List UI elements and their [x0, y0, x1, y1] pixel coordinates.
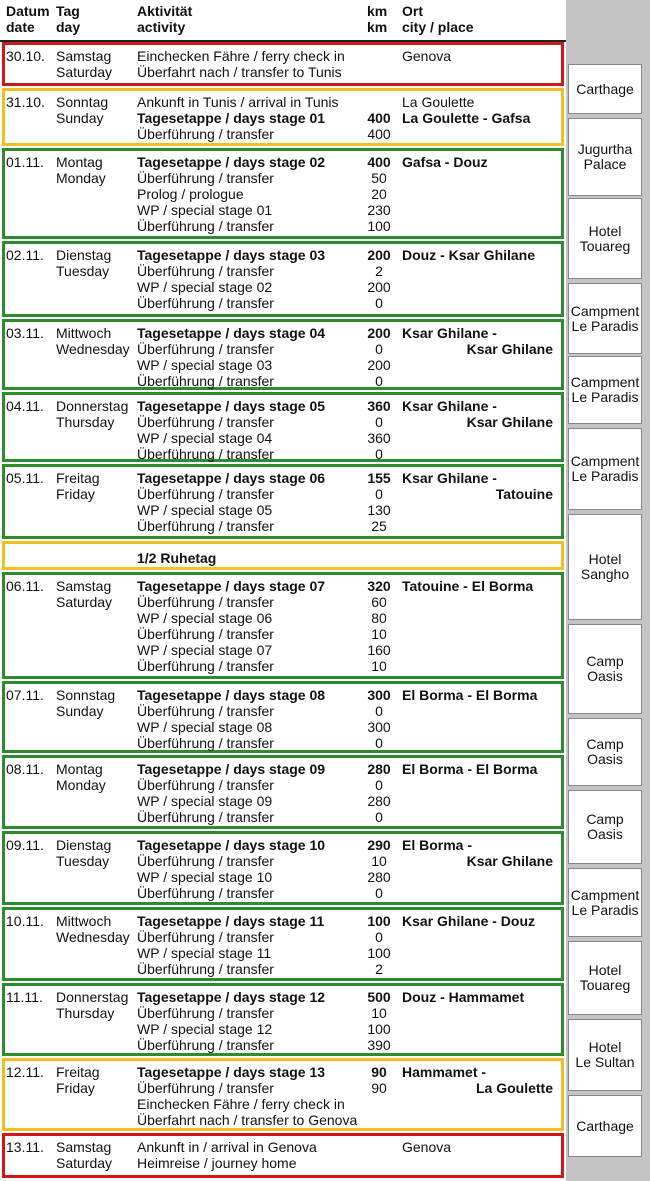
- km-value: 0: [375, 446, 383, 462]
- activity-text: Überführung / transfer: [137, 853, 274, 869]
- activity-text: Tagesetappe / days stage 12: [137, 989, 326, 1005]
- activity-text: Überführung / transfer: [137, 1037, 274, 1053]
- accommodation-name: Campment: [570, 453, 640, 469]
- km-value: 500: [367, 989, 391, 1005]
- activity-text: WP / special stage 10: [137, 869, 273, 885]
- km-value: 2: [375, 263, 383, 279]
- day-date: 11.11.: [6, 989, 43, 1005]
- accommodation-name: Campment: [570, 302, 640, 319]
- activity-text: Überführung / transfer: [137, 703, 274, 719]
- accommodation-cell: [568, 790, 642, 864]
- accommodation-cell: [568, 624, 642, 714]
- day-name-de: Freitag: [56, 1064, 100, 1080]
- activity-text: Überführung / transfer: [137, 341, 274, 357]
- accommodation-name: Touareg: [579, 977, 631, 993]
- place-text: Tatouine: [495, 486, 553, 502]
- day-date: 01.11.: [6, 154, 44, 170]
- place-text: Douz - Hammamet: [402, 989, 525, 1005]
- accommodation-name: Carthage: [576, 80, 634, 97]
- day-date: 09.11.: [6, 837, 44, 853]
- activity-text: Überführung / transfer: [137, 486, 274, 502]
- km-value: 50: [371, 170, 387, 186]
- place-text: Ksar Ghilane -: [402, 325, 497, 341]
- day-name-en: Monday: [56, 170, 106, 186]
- activity-text: Überführung / transfer: [137, 446, 274, 462]
- activity-text: WP / special stage 11: [137, 945, 272, 961]
- day-date: 31.10.: [6, 94, 45, 110]
- day-date: 04.11.: [6, 398, 44, 414]
- place-text: Genova: [402, 48, 452, 64]
- km-value: 20: [371, 186, 387, 202]
- day-name-en: Thursday: [56, 1005, 115, 1021]
- activity-text: Überführung / transfer: [137, 414, 274, 430]
- accommodation-cell: [568, 1019, 642, 1091]
- day-name-de: Dienstag: [56, 837, 112, 853]
- accommodation-name: Sangho: [580, 566, 630, 582]
- activity-text: Tagesetappe / days stage 02: [137, 154, 326, 170]
- day-name-en: Wednesday: [56, 929, 130, 945]
- place-text: Ksar Ghilane: [466, 341, 553, 357]
- activity-text: Tagesetappe / days stage 06: [137, 470, 326, 486]
- km-value: 0: [375, 809, 383, 825]
- activity-text: Überführung / transfer: [137, 1080, 274, 1096]
- place-text: El Borma - El Borma: [402, 761, 538, 777]
- km-value: 0: [375, 295, 383, 311]
- activity-text: Tagesetappe / days stage 04: [137, 325, 326, 341]
- day-name-de: Mittwoch: [56, 325, 112, 341]
- activity-text: Einchecken Fähre / ferry check in: [137, 48, 345, 64]
- km-value: 390: [367, 1037, 391, 1053]
- activity-text: WP / special stage 06: [137, 610, 273, 626]
- day-date: 05.11.: [6, 470, 44, 486]
- km-value: 280: [367, 793, 391, 809]
- day-section: [2, 755, 564, 829]
- km-value: 90: [371, 1064, 387, 1080]
- day-date: 13.11.: [6, 1139, 44, 1155]
- day-date: 03.11.: [6, 325, 44, 341]
- activity-text: Tagesetappe / days stage 07: [137, 578, 326, 594]
- day-name-en: Thursday: [56, 414, 115, 430]
- km-value: 155: [367, 470, 391, 486]
- activity-text: WP / special stage 09: [137, 793, 273, 809]
- activity-text: WP / special stage 04: [137, 430, 273, 446]
- km-value: 80: [371, 610, 387, 626]
- day-section: [2, 464, 564, 539]
- accommodation-cell: [568, 118, 642, 196]
- km-value: 0: [375, 414, 383, 430]
- activity-text: Tagesetappe / days stage 11: [137, 913, 325, 929]
- activity-text: Ankunft in / arrival in Genova: [137, 1139, 317, 1155]
- day-name-de: Donnerstag: [56, 989, 129, 1005]
- activity-text: Überführung / transfer: [137, 295, 274, 311]
- day-name-en: Friday: [56, 1080, 95, 1096]
- activity-text: Überführung / transfer: [137, 218, 274, 234]
- header-km: km km: [367, 3, 388, 35]
- place-text: Hammamet -: [402, 1064, 487, 1080]
- activity-text: 1/2 Ruhetag: [137, 550, 217, 566]
- accommodation-cell: [568, 718, 642, 786]
- day-name-de: Sonnstag: [56, 687, 116, 703]
- accommodation-name: Campment: [570, 886, 640, 903]
- activity-text: Überführung / transfer: [137, 658, 274, 674]
- place-text: Genova: [402, 1139, 452, 1155]
- day-date: 30.10.: [6, 48, 45, 64]
- day-date: 08.11.: [6, 761, 44, 777]
- accommodation-name: Oasis: [587, 751, 623, 767]
- km-value: 200: [367, 247, 391, 263]
- km-value: 320: [367, 578, 391, 594]
- activity-text: Überführung / transfer: [137, 263, 274, 279]
- day-name-de: Samstag: [56, 48, 112, 64]
- km-value: 300: [367, 687, 391, 703]
- place-text: Ksar Ghilane -: [402, 398, 497, 414]
- accommodation-name: Carthage: [576, 1117, 634, 1134]
- km-value: 60: [371, 594, 387, 610]
- accommodation-cell: [568, 941, 642, 1015]
- day-name-en: Tuesday: [56, 263, 110, 279]
- accommodation-name: Le Paradis: [571, 468, 639, 484]
- accommodation-name: Hotel: [588, 1039, 622, 1055]
- km-value: 280: [367, 761, 391, 777]
- day-section: [2, 831, 564, 905]
- activity-text: Überführung / transfer: [137, 518, 274, 534]
- place-text: Ksar Ghilane: [466, 414, 553, 430]
- activity-text: WP / special stage 01: [137, 202, 273, 218]
- km-value: 10: [371, 853, 387, 869]
- day-section: [2, 541, 564, 570]
- activity-text: Ankunft in Tunis / arrival in Tunis: [137, 94, 339, 110]
- place-text: La Goulette: [402, 94, 475, 110]
- day-section: [2, 319, 564, 390]
- accommodation-name: Le Sultan: [575, 1054, 635, 1070]
- day-section: [2, 241, 564, 317]
- day-name-en: Wednesday: [56, 341, 130, 357]
- accommodation-name: Campment: [570, 374, 640, 390]
- activity-text: WP / special stage 08: [137, 719, 273, 735]
- activity-text: Tagesetappe / days stage 13: [137, 1064, 326, 1080]
- km-value: 10: [371, 626, 387, 642]
- activity-text: WP / special stage 12: [137, 1021, 273, 1037]
- activity-text: Überführung / transfer: [137, 961, 274, 977]
- day-name-de: Mittwoch: [56, 913, 112, 929]
- activity-text: Einchecken Fähre / ferry check in: [137, 1096, 345, 1112]
- activity-text: Tagesetappe / days stage 09: [137, 761, 326, 777]
- accommodation-name: Camp: [586, 811, 624, 827]
- day-date: 02.11.: [6, 247, 44, 263]
- km-value: 280: [367, 869, 391, 885]
- activity-text: Tagesetappe / days stage 03: [137, 247, 326, 263]
- km-value: 400: [367, 110, 391, 126]
- accommodation-cell: [568, 198, 642, 279]
- accommodation-name: Jugurtha: [577, 141, 633, 157]
- accommodation-name: Oasis: [587, 668, 623, 684]
- km-value: 290: [367, 837, 391, 853]
- activity-text: WP / special stage 02: [137, 279, 273, 295]
- km-value: 2: [375, 961, 383, 977]
- km-value: 160: [367, 642, 391, 658]
- km-value: 130: [367, 502, 391, 518]
- day-name-de: Donnerstag: [56, 398, 129, 414]
- accommodation-cell: [568, 283, 642, 354]
- header-date: Datum date: [6, 3, 50, 35]
- header-place: Ort city / place: [402, 3, 474, 35]
- day-section: [2, 1058, 564, 1131]
- day-name-en: Sunday: [56, 703, 104, 719]
- accommodation-cell: [568, 428, 642, 510]
- activity-text: Überführung / transfer: [137, 170, 274, 186]
- day-date: 10.11.: [6, 913, 44, 929]
- km-value: 90: [371, 1080, 387, 1096]
- km-value: 200: [367, 279, 391, 295]
- day-name-de: Freitag: [56, 470, 100, 486]
- day-name-en: Saturday: [56, 1155, 113, 1171]
- activity-text: Überführung / transfer: [137, 594, 274, 610]
- km-value: 0: [375, 777, 383, 793]
- accommodation-cell: [568, 1095, 642, 1157]
- accommodation-name: Hotel: [588, 551, 622, 567]
- place-text: Ksar Ghilane -: [402, 470, 497, 486]
- accommodation-name: Touareg: [579, 237, 631, 254]
- day-name-en: Monday: [56, 777, 106, 793]
- km-value: 100: [367, 945, 391, 961]
- day-name-en: Saturday: [56, 64, 113, 80]
- activity-text: WP / special stage 03: [137, 357, 273, 373]
- day-section: [2, 88, 564, 146]
- day-section: [2, 42, 564, 86]
- place-text: Gafsa - Douz: [402, 154, 488, 170]
- km-value: 10: [371, 1005, 387, 1021]
- place-text: El Borma -: [402, 837, 473, 853]
- day-section: [2, 1133, 564, 1178]
- km-value: 230: [367, 202, 391, 218]
- km-value: 0: [375, 885, 383, 901]
- km-value: 200: [367, 325, 391, 341]
- accommodation-name: Le Paradis: [571, 901, 639, 918]
- accommodation-name: Camp: [586, 653, 624, 669]
- accommodation-name: Le Paradis: [571, 389, 639, 405]
- day-name-en: Saturday: [56, 594, 113, 610]
- activity-text: Überführung / transfer: [137, 809, 274, 825]
- place-text: El Borma - El Borma: [402, 687, 538, 703]
- accommodation-name: Camp: [586, 736, 624, 752]
- activity-text: Überführung / transfer: [137, 735, 274, 751]
- accommodation-cell: [568, 356, 642, 424]
- activity-text: Überführung / transfer: [137, 885, 274, 901]
- accommodation-cell: [568, 64, 642, 114]
- km-value: 0: [375, 929, 383, 945]
- accommodation-name: Le Paradis: [571, 317, 639, 334]
- km-value: 400: [367, 154, 391, 170]
- activity-text: Überführung / transfer: [137, 626, 274, 642]
- activity-text: Tagesetappe / days stage 10: [137, 837, 326, 853]
- km-value: 25: [371, 518, 387, 534]
- activity-text: Überführung / transfer: [137, 1005, 274, 1021]
- place-text: Ksar Ghilane - Douz: [402, 913, 536, 929]
- activity-text: Überfahrt nach / transfer to Genova: [137, 1112, 358, 1128]
- km-value: 0: [375, 373, 383, 389]
- activity-text: Tagesetappe / days stage 05: [137, 398, 326, 414]
- km-value: 0: [375, 703, 383, 719]
- accommodation-name: Hotel: [588, 962, 622, 978]
- place-text: Douz - Ksar Ghilane: [402, 247, 536, 263]
- place-text: Tatouine - El Borma: [402, 578, 534, 594]
- activity-text: Überführung / transfer: [137, 929, 274, 945]
- km-value: 360: [367, 398, 391, 414]
- activity-text: Überfahrt nach / transfer to Tunis: [137, 64, 342, 80]
- day-name-en: Tuesday: [56, 853, 110, 869]
- day-name-de: Montag: [56, 761, 103, 777]
- place-text: La Goulette: [475, 1080, 553, 1096]
- day-date: 12.11.: [6, 1064, 44, 1080]
- accommodation-column: [566, 0, 650, 1181]
- km-value: 200: [367, 357, 391, 373]
- km-value: 100: [367, 1021, 391, 1037]
- place-text: Ksar Ghilane: [466, 853, 553, 869]
- accommodation-cell: [568, 868, 642, 937]
- activity-text: Tagesetappe / days stage 01: [137, 110, 326, 126]
- activity-text: Überführung / transfer: [137, 373, 274, 389]
- km-value: 0: [375, 486, 383, 502]
- km-value: 100: [367, 913, 391, 929]
- accommodation-name: Oasis: [587, 826, 623, 842]
- km-value: 400: [367, 126, 391, 142]
- accommodation-name: Palace: [583, 156, 627, 172]
- day-name-de: Samstag: [56, 1139, 112, 1155]
- activity-text: Überführung / transfer: [137, 126, 274, 142]
- day-name-de: Dienstag: [56, 247, 112, 263]
- day-section: [2, 907, 564, 981]
- day-name-de: Montag: [56, 154, 103, 170]
- km-value: 300: [367, 719, 391, 735]
- km-value: 10: [371, 658, 387, 674]
- day-section: [2, 681, 564, 753]
- day-name-en: Sunday: [56, 110, 104, 126]
- accommodation-name: Hotel: [588, 222, 622, 239]
- km-value: 0: [375, 735, 383, 751]
- activity-text: WP / special stage 07: [137, 642, 273, 658]
- day-section: [2, 392, 564, 462]
- activity-text: Prolog / prologue: [137, 186, 244, 202]
- activity-text: WP / special stage 05: [137, 502, 273, 518]
- activity-text: Heimreise / journey home: [137, 1155, 297, 1171]
- km-value: 0: [375, 341, 383, 357]
- activity-text: Tagesetappe / days stage 08: [137, 687, 326, 703]
- day-name-en: Friday: [56, 486, 95, 502]
- km-value: 100: [367, 218, 391, 234]
- place-text: La Goulette - Gafsa: [402, 110, 531, 126]
- day-date: 07.11.: [6, 687, 44, 703]
- day-name-de: Sonntag: [56, 94, 109, 110]
- day-section: [2, 572, 564, 679]
- day-name-de: Samstag: [56, 578, 112, 594]
- header-day: Tag day: [56, 3, 81, 35]
- km-value: 360: [367, 430, 391, 446]
- day-section: [2, 983, 564, 1056]
- header-activity: Aktivität activity: [137, 3, 193, 35]
- day-date: 06.11.: [6, 578, 44, 594]
- activity-text: Überführung / transfer: [137, 777, 274, 793]
- day-section: [2, 148, 564, 239]
- accommodation-cell: [568, 514, 642, 620]
